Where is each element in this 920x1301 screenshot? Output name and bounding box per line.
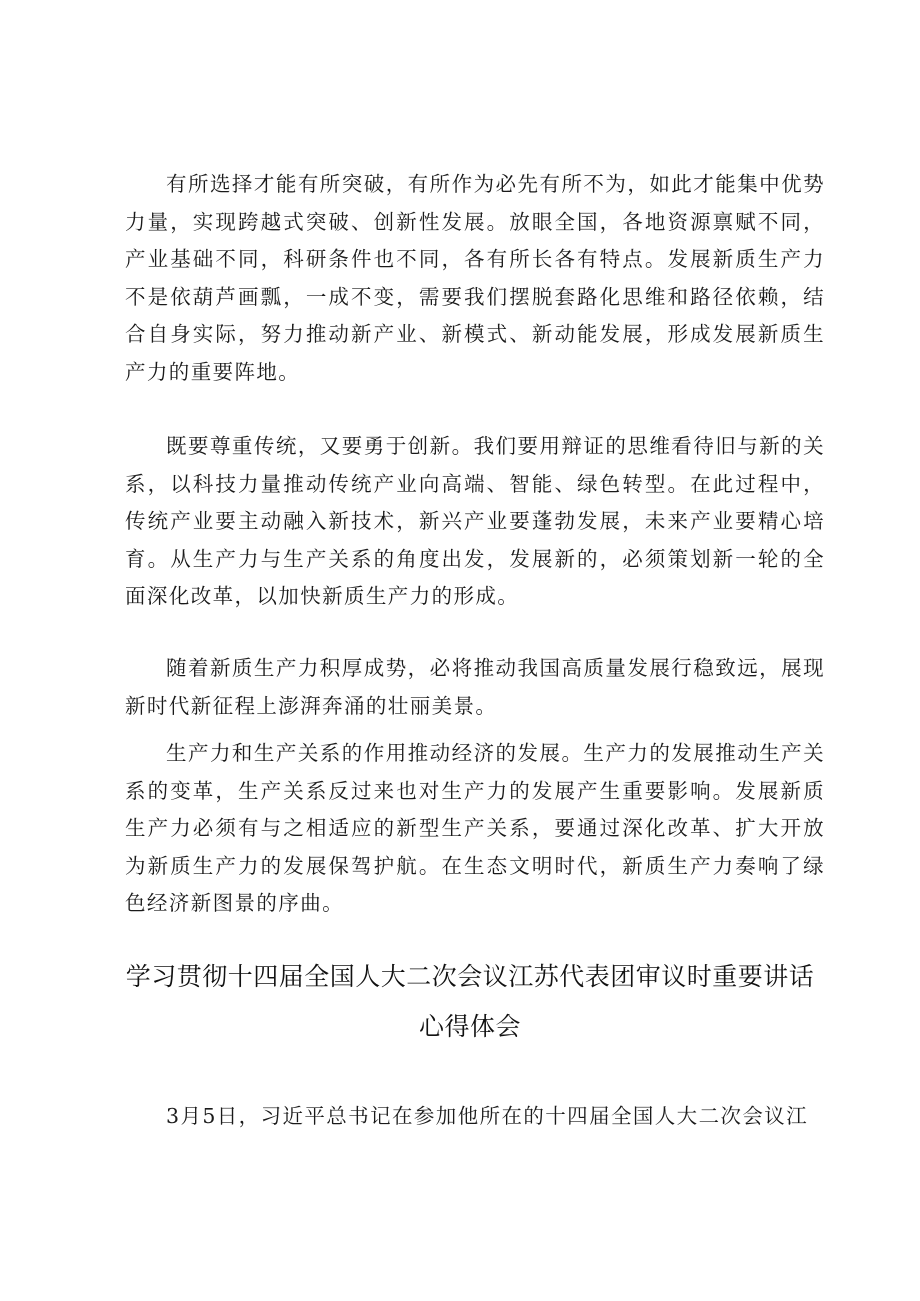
lead-paragraph: 3月5日，习近平总书记在参加他所在的十四届全国人大二次会议江	[166, 1104, 809, 1128]
body-paragraph: 生产力和生产关系的作用推动经济的发展。生产力的发展推动生产关系的变革，生产关系反过来也对生产力的发展产生重要影响。发展新质生产力必须有与之相适应的新型生产关系，要通过深化改革、扩大开放为新质生产力的发展保驾护航。在生态文明时代，新质生产力奏响了绿色经济新图景的序曲。	[125, 741, 825, 915]
body-paragraph: 随着新质生产力积厚成势，必将推动我国高质量发展行稳致远，展现新时代新征程上澎湃奔涌的壮丽美景。	[125, 656, 825, 718]
body-paragraph: 既要尊重传统，又要勇于创新。我们要用辩证的思维看待旧与新的关系，以科技力量推动传统产业向高端、智能、绿色转型。在此过程中，传统产业要主动融入新技术，新兴产业要蓬勃发展，未来产业要精心培育。从生产力与生产关系的角度出发，发展新的，必须策划新一轮的全面深化改革，以加快新质生产力的形成。	[125, 434, 825, 608]
article-heading: 学习贯彻十四届全国人大二次会议江苏代表团审议时重要讲话心得体会	[125, 962, 815, 1041]
body-paragraph: 有所选择才能有所突破，有所作为必先有所不为，如此才能集中优势力量，实现跨越式突破、创新性发展。放眼全国，各地资源禀赋不同，产业基础不同，科研条件也不同，各有所长各有特点。发展新质生产力不是依葫芦画瓢，一成不变，需要我们摆脱套路化思维和路径依赖，结合自身实际，努力推动新产业、新模式、新动能发展，形成发展新质生产力的重要阵地。	[125, 172, 825, 384]
